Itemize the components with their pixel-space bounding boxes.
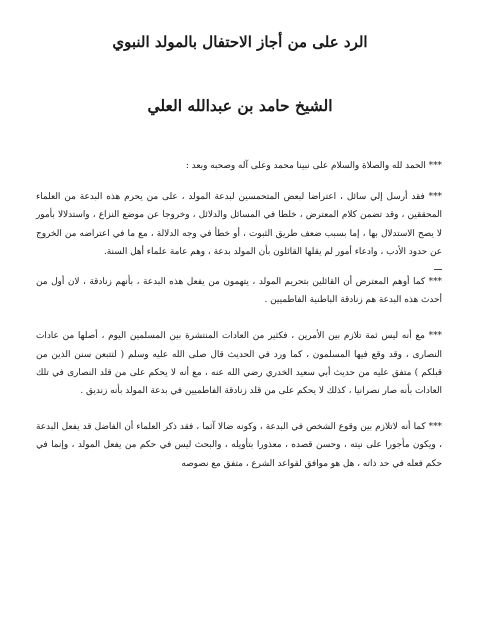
document-title: الرد على من أجاز الاحتفال بالمولد النبوي <box>112 33 368 51</box>
paragraph-spacer <box>36 175 442 188</box>
document-body <box>36 157 442 473</box>
paragraph-spacer <box>36 309 442 327</box>
paragraph-accusation: *** كما أوهم المعترض أن القائلين بتحريم المولد ، يتهمون من يفعل هذه البدعة ، بأنهم زنادقة ، لان أول من أحدث هذه البدعة هم زنادقة الباطنية الفاطميين . <box>36 277 442 306</box>
separator-dash: ـــ <box>434 263 442 274</box>
paragraph-customs: *** مع أنه ليس ثمة تلازم بين الأمرين ، فكثير من العادات المنتشرة بين المسلمين اليوم ، أصلها من عادات النصارى ، وقد وقع فيها المسلمون ، كما ورد في الحديث قال صلى الله عليه وسلم ( لتتبعن سنن الذين من قبلكم ) متفق عليه من حديث أبي سعيد الخدري رضي الله عنه ، مع أنه لا يحكم على من قلد النصارى في تلك العادات بأنه صار نصرانيا ، كذلك لا يحكم على من قلد زنادقة الفاطميين في بدعة المولد بأنه زنديق . <box>36 331 442 397</box>
paragraph-spacer <box>36 400 442 418</box>
document-author: الشيخ حامد بن عبدالله العلي <box>147 96 333 115</box>
paragraph-innovation: *** كما أنه لاتلازم بين وقوع الشخص في البدعة ، وكونه ضالا آثما ، فقد ذكر العلماء أن الفاضل قد يفعل البدعة ، ويكون مأجورا على نيته ، وحسن قصده ، معذورا بتأويله ، والبحث ليس في حكم من يفعل المولد ، وإنما في حكم فعله في حد ذاته ، هل هو موافق لقواعد الشرع ، متفق مع نصوصه <box>36 422 442 469</box>
paragraph-objection: *** فقد أرسل إلي سائل ، اعتراضا لبعض المتحمسين لبدعة المولد ، على من يحرم هذه البدعة من العلماء المحققين ، وقد تضمن كلام المعترض ، خلطا في المسائل والدلائل ، وخروجا عن موضع النزاع ، واستدلالا بأمور لا يصح الاستدلال بها ، إما بسبب ضعف طريق الثبوت ، أو خطأ في وجه الدلالة ، مع ما في اعتراضه من الخروج عن حدود الأدب ، وادعاء أمور لم يقلها القائلون بأن المولد بدعة ، وهم عامة علماء أهل السنة. <box>36 192 442 257</box>
opening-paragraph: *** الحمد لله والصلاة والسلام على نبينا محمد وعلى آله وصحبه وبعد : <box>185 161 442 171</box>
